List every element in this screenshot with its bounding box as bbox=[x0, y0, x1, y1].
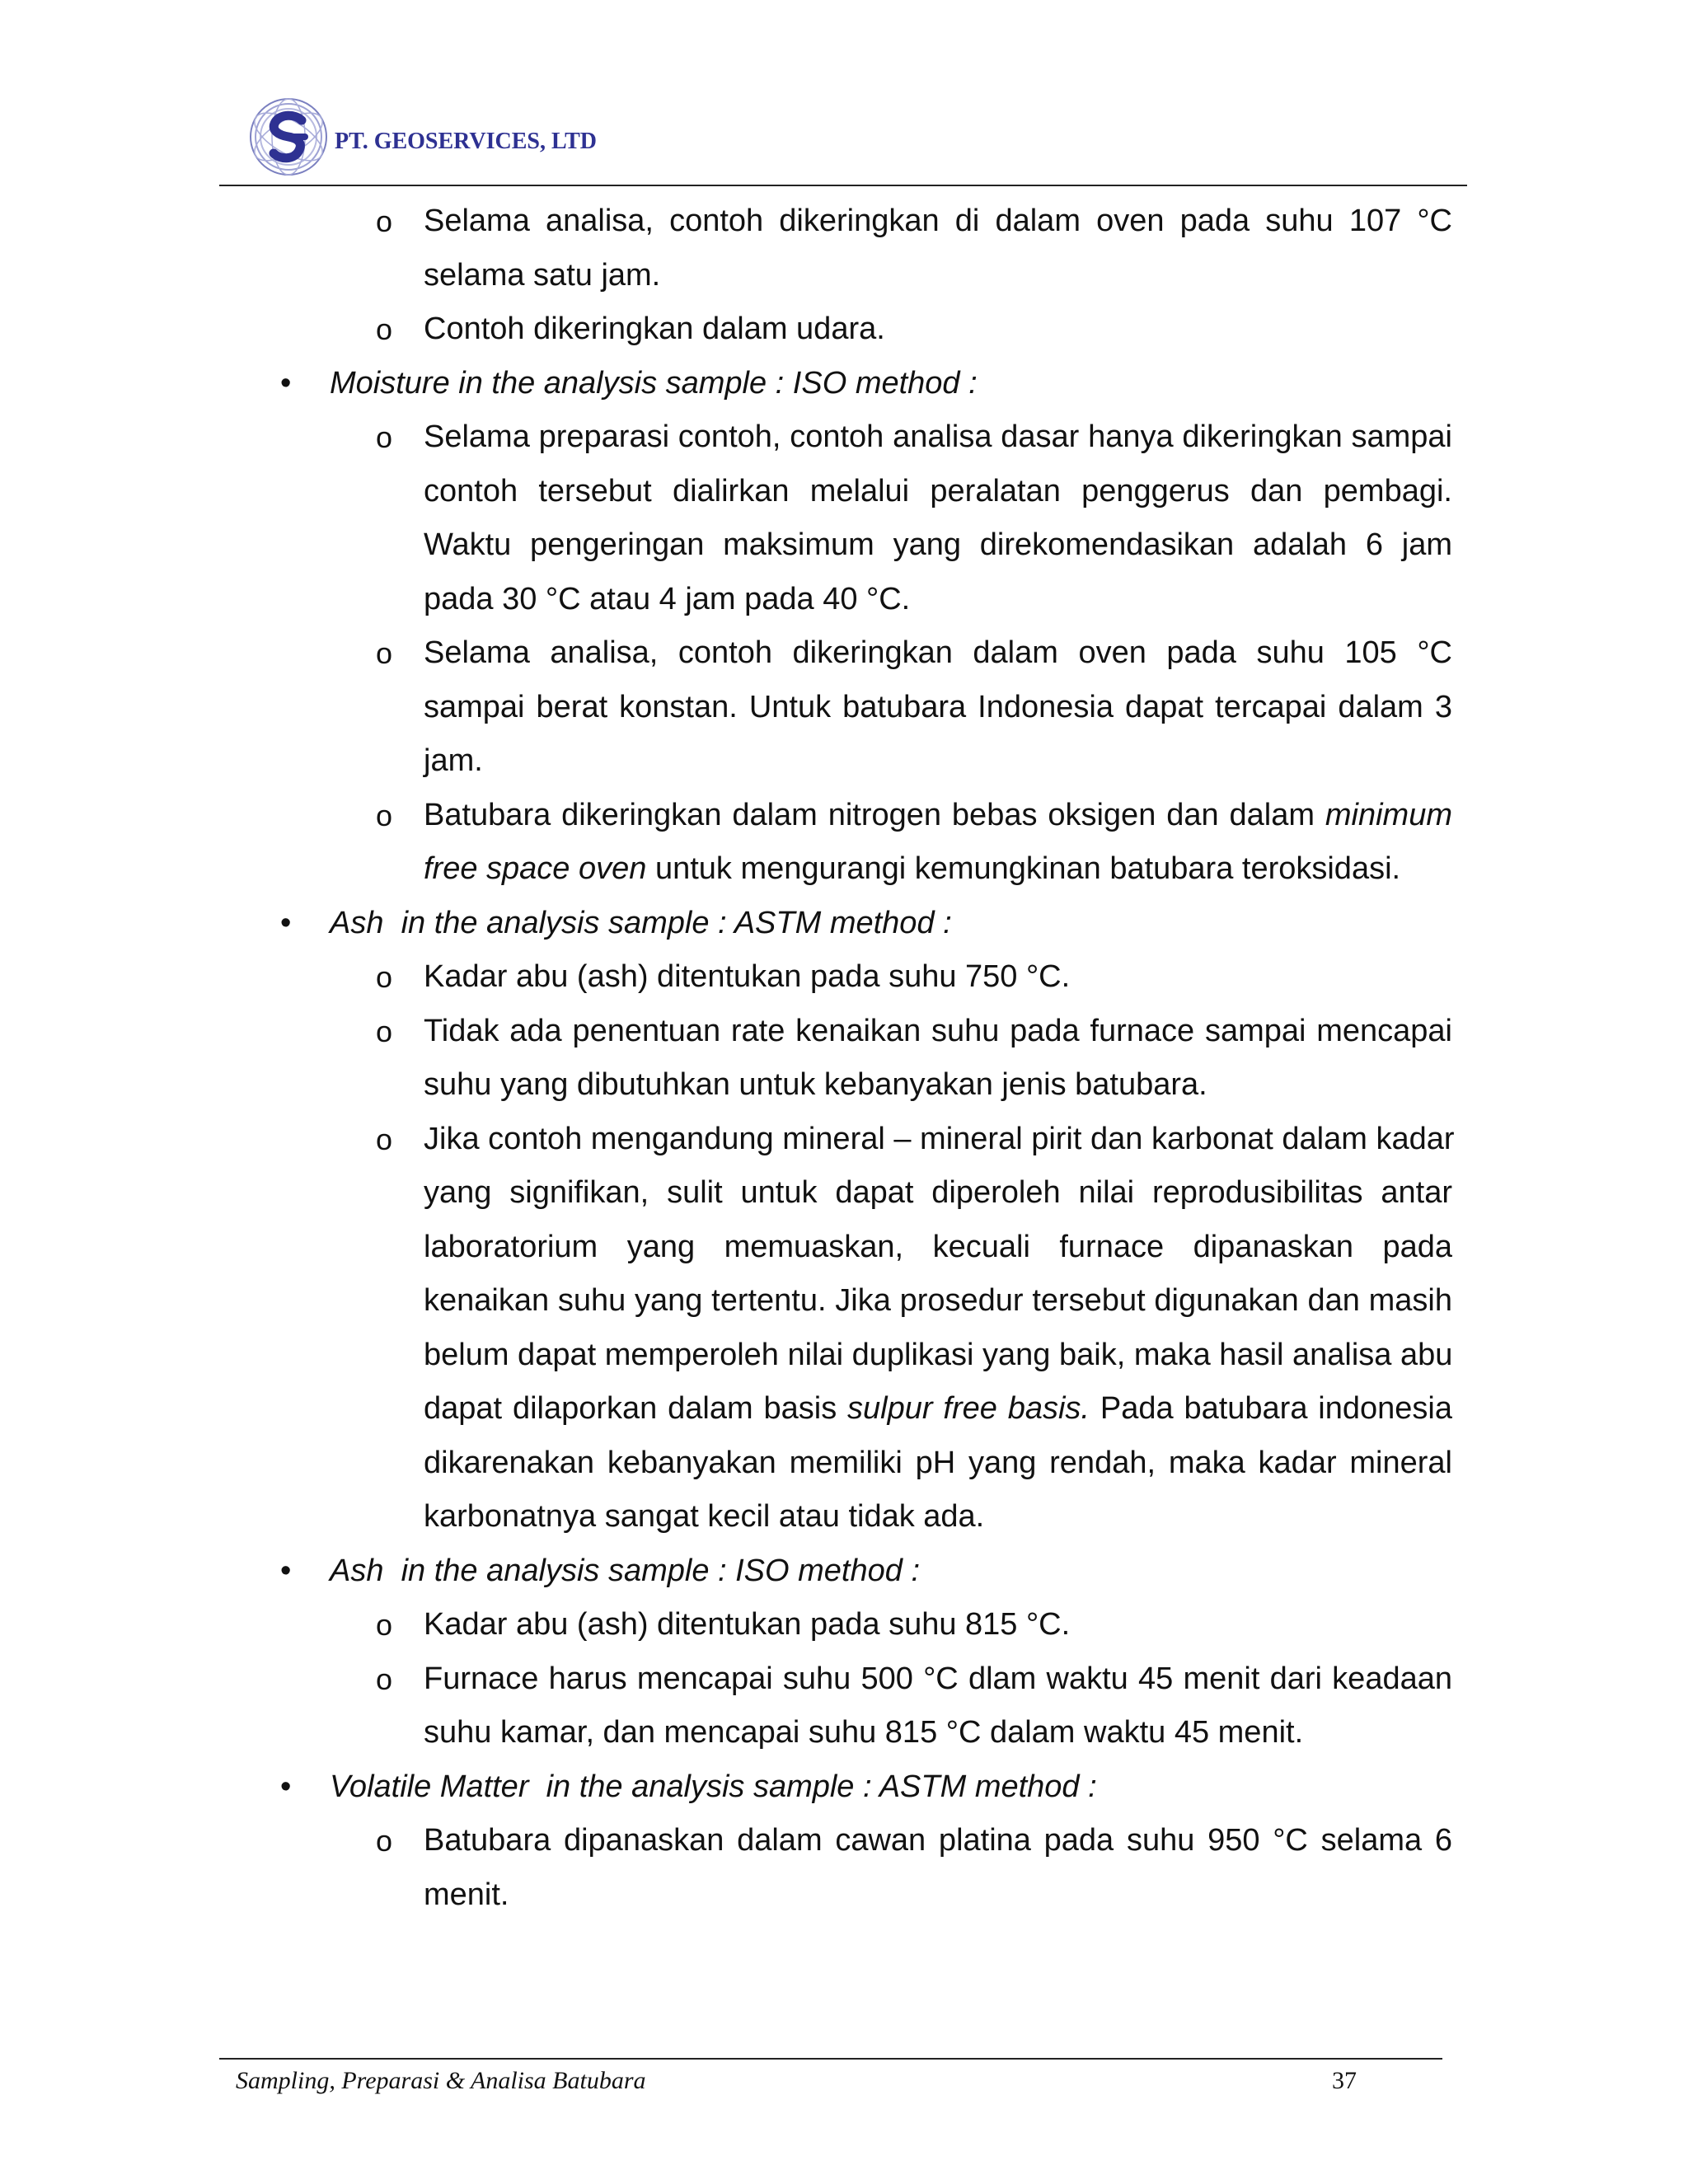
footer-title: Sampling, Preparasi & Analisa Batubara bbox=[236, 2067, 646, 2094]
body-line: suhu yang dibutuhkan untuk kebanyakan jenis batubara. bbox=[424, 1067, 1207, 1102]
bullet-icon: • bbox=[280, 365, 292, 401]
body-line: sampai berat konstan. Untuk batubara Indonesia dapat tercapai dalam 3 bbox=[424, 689, 1452, 724]
body-line: kenaikan suhu yang tertentu. Jika prosedur tersebut digunakan dan masih bbox=[424, 1283, 1452, 1318]
body-line: Selama preparasi contoh, contoh analisa dasar hanya dikeringkan sampai bbox=[424, 419, 1452, 454]
body-line: belum dapat memperoleh nilai duplikasi yang baik, maka hasil analisa abu bbox=[424, 1337, 1453, 1372]
body-line: Tidak ada penentuan rate kenaikan suhu pada furnace sampai mencapai bbox=[424, 1013, 1452, 1048]
body-line: pada 30 °C atau 4 jam pada 40 °C. bbox=[424, 581, 911, 616]
sub-bullet-icon: o bbox=[376, 312, 393, 346]
body-line: Batubara dikeringkan dalam nitrogen bebas oksigen dan dalam minimum bbox=[424, 797, 1452, 832]
section-heading: Ash in the analysis sample : ISO method : bbox=[330, 1553, 921, 1588]
body-line: free space oven untuk mengurangi kemungkinan batubara teroksidasi. bbox=[424, 851, 1401, 886]
body-line: laboratorium yang memuaskan, kecuali furnace dipanaskan pada bbox=[424, 1229, 1452, 1264]
body-line: Furnace harus mencapai suhu 500 °C dlam waktu 45 menit dari keadaan bbox=[424, 1661, 1452, 1696]
body-line: contoh tersebut dialirkan melalui peralatan penggerus dan pembagi. bbox=[424, 473, 1452, 509]
header-divider bbox=[219, 185, 1467, 186]
sub-bullet-icon: o bbox=[376, 960, 393, 994]
bullet-icon: • bbox=[280, 1769, 292, 1804]
sub-bullet-icon: o bbox=[376, 798, 393, 832]
body-line: Selama analisa, contoh dikeringkan dalam oven pada suhu 105 °C bbox=[424, 635, 1452, 670]
sub-bullet-icon: o bbox=[376, 420, 393, 454]
body-line: jam. bbox=[424, 743, 483, 778]
section-heading: Volatile Matter in the analysis sample : ASTM method : bbox=[330, 1769, 1097, 1804]
bullet-icon: • bbox=[280, 905, 292, 940]
section-heading: Moisture in the analysis sample : ISO method : bbox=[330, 365, 978, 401]
body-line: karbonatnya sangat kecil atau tidak ada. bbox=[424, 1499, 985, 1534]
sub-bullet-icon: o bbox=[376, 636, 393, 670]
body-line: Kadar abu (ash) ditentukan pada suhu 750 °C. bbox=[424, 959, 1071, 994]
body-line: Contoh dikeringkan dalam udara. bbox=[424, 312, 885, 346]
body-line: Kadar abu (ash) ditentukan pada suhu 815 °C. bbox=[424, 1607, 1071, 1642]
body-line: dapat dilaporkan dalam basis sulpur free basis. Pada batubara indonesia bbox=[424, 1391, 1452, 1426]
sub-bullet-icon: o bbox=[376, 1608, 393, 1642]
body-line: menit. bbox=[424, 1877, 509, 1912]
footer-divider bbox=[219, 2058, 1442, 2060]
body-line: Waktu pengeringan maksimum yang direkomendasikan adalah 6 jam bbox=[424, 527, 1452, 562]
sub-bullet-icon: o bbox=[376, 204, 393, 238]
body-line: selama satu jam. bbox=[424, 257, 661, 293]
bullet-icon: • bbox=[280, 1553, 292, 1588]
body-line: Jika contoh mengandung mineral – mineral pirit dan karbonat dalam kadar bbox=[424, 1121, 1455, 1156]
body-line: dikarenakan kebanyakan memiliki pH yang rendah, maka kadar mineral bbox=[424, 1445, 1452, 1480]
sub-bullet-icon: o bbox=[376, 1824, 393, 1858]
company-name: PT. GEOSERVICES, LTD bbox=[335, 129, 598, 154]
page-number: 37 bbox=[1332, 2067, 1357, 2094]
body-line: Batubara dipanaskan dalam cawan platina pada suhu 950 °C selama 6 bbox=[424, 1823, 1452, 1858]
body-line: Selama analisa, contoh dikeringkan di dalam oven pada suhu 107 °C bbox=[424, 204, 1452, 238]
sub-bullet-icon: o bbox=[376, 1122, 393, 1156]
section-heading: Ash in the analysis sample : ASTM method : bbox=[330, 905, 952, 940]
geoservices-g-logo-icon bbox=[247, 96, 330, 178]
sub-bullet-icon: o bbox=[376, 1014, 393, 1048]
body-line: yang signifikan, sulit untuk dapat diperoleh nilai reprodusibilitas antar bbox=[424, 1175, 1452, 1210]
body-line: suhu kamar, dan mencapai suhu 815 °C dalam waktu 45 menit. bbox=[424, 1715, 1304, 1750]
sub-bullet-icon: o bbox=[376, 1661, 393, 1696]
